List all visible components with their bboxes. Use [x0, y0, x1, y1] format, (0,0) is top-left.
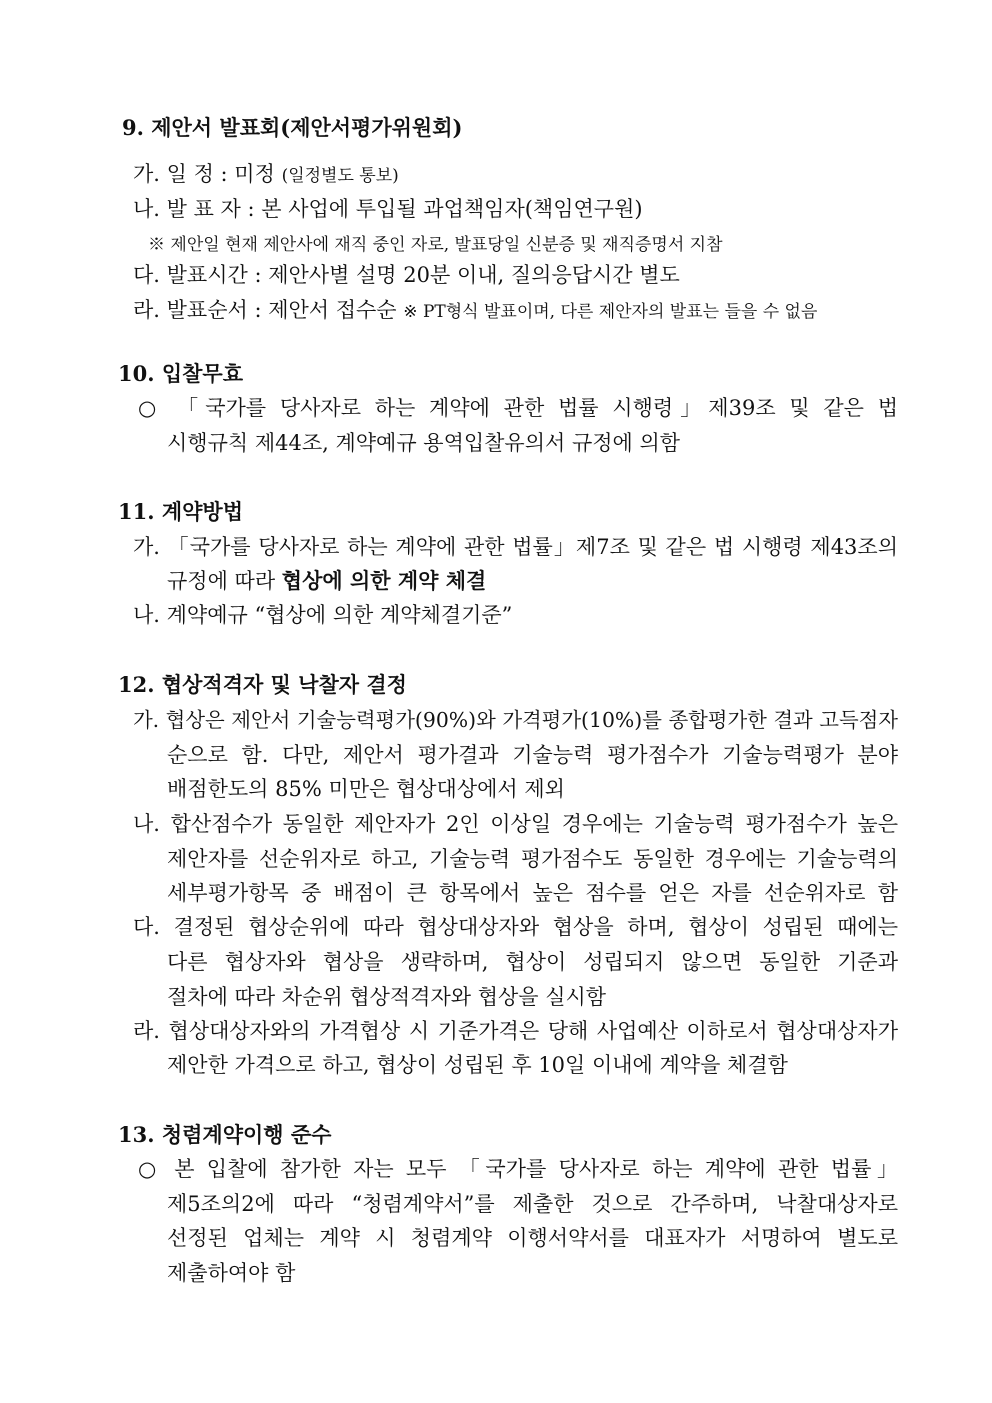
section-10-title: 10. 입찰무효 — [118, 361, 243, 386]
s13-line-3: 선정된 업체는 계약 시 청렴계약 이행서약서를 대표자가 서명하여 별도로 — [167, 1226, 898, 1250]
s13-line-2: 제5조의2에 따라 “청렴계약서”를 제출한 것으로 간주하며, 낙찰대상자로 — [167, 1192, 898, 1216]
s9-item-d — [133, 296, 817, 326]
s11-item-a-line-1: 가. 「국가를 당사자로 하는 계약에 관한 법률」제7조 및 같은 법 시행령 제43조의 — [133, 535, 898, 559]
s12-item-b-line-2: 제안자를 선순위자로 하고, 기술능력 평가점수도 동일한 경우에는 기술능력의 — [167, 847, 898, 871]
s12-item-c-line-1: 다. 결정된 협상순위에 따라 협상대상자와 협상을 하며, 협상이 성립된 때에는 — [133, 915, 898, 939]
s9-item-c: 다. 발표시간 : 제안사별 설명 20분 이내, 질의응답시간 별도 — [133, 263, 680, 287]
s12-item-d-line-2: 제안한 가격으로 하고, 협상이 성립된 후 10일 이내에 계약을 체결함 — [167, 1053, 788, 1077]
s9-item-d-note: ※ PT형식 발표이며, 다른 제안자의 발표는 들을 수 없음 — [403, 302, 818, 322]
s9-note: ※ 제안일 현재 제안사에 재직 중인 자로, 발표당일 신분증 및 재직증명서 지참 — [148, 235, 723, 255]
s10-line-2: 시행규칙 제44조, 계약예규 용역입찰유의서 규정에 의함 — [167, 431, 681, 455]
s11-item-a-line-2-text: 규정에 따라 — [167, 569, 282, 593]
s9-item-a-note: (일정별도 통보) — [281, 166, 399, 186]
s10-line-1: ○ 「국가를 당사자로 하는 계약에 관한 법률 시행령」제39조 및 같은 법 — [138, 396, 898, 420]
s12-item-a-line-2: 순으로 함. 다만, 제안서 평가결과 기술능력 평가점수가 기술능력평가 분야 — [167, 743, 898, 767]
section-13-title: 13. 청렴계약이행 준수 — [118, 1122, 332, 1147]
s11-item-b: 나. 계약예규 “협상에 의한 계약체결기준” — [133, 603, 513, 627]
s12-item-a-line-3: 배점한도의 85% 미만은 협상대상에서 제외 — [167, 777, 565, 801]
s9-item-b: 나. 발 표 자 : 본 사업에 투입될 과업책임자(책임연구원) — [133, 197, 643, 221]
s12-item-a-line-1: 가. 협상은 제안서 기술능력평가(90%)와 가격평가(10%)를 종합평가한 결과 고득점자 — [133, 708, 898, 732]
section-12-title: 12. 협상적격자 및 낙찰자 결정 — [118, 672, 407, 697]
s12-item-c-line-2: 다른 협상자와 협상을 생략하며, 협상이 성립되지 않으면 동일한 기준과 — [167, 950, 898, 974]
section-11-title: 11. 계약방법 — [118, 499, 243, 524]
section-9-title: 9. 제안서 발표회(제안서평가위원회) — [122, 115, 463, 140]
s12-item-c-line-3: 절차에 따라 차순위 협상적격자와 협상을 실시함 — [167, 985, 607, 1009]
s9-item-a — [133, 160, 399, 190]
s13-line-1: ○ 본 입찰에 참가한 자는 모두 「국가를 당사자로 하는 계약에 관한 법률」 — [138, 1157, 898, 1181]
s12-item-b-line-1: 나. 합산점수가 동일한 제안자가 2인 이상일 경우에는 기술능력 평가점수가 높은 — [133, 812, 898, 836]
s12-item-d-line-1: 라. 협상대상자와의 가격협상 시 기준가격은 당해 사업예산 이하로서 협상대상자가 — [133, 1019, 898, 1043]
s11-item-a-emphasis: 협상에 의한 계약 체결 — [281, 568, 487, 593]
s13-line-4: 제출하여야 함 — [167, 1261, 296, 1285]
s9-item-d-label: 라. 발표순서 : 제안서 접수순 — [133, 298, 397, 322]
s9-item-a-label: 가. 일 정 : 미정 — [133, 162, 275, 186]
s12-item-b-line-3: 세부평가항목 중 배점이 큰 항목에서 높은 점수를 얻은 자를 선순위자로 함 — [167, 881, 898, 905]
s11-item-a-line-2 — [167, 567, 486, 595]
